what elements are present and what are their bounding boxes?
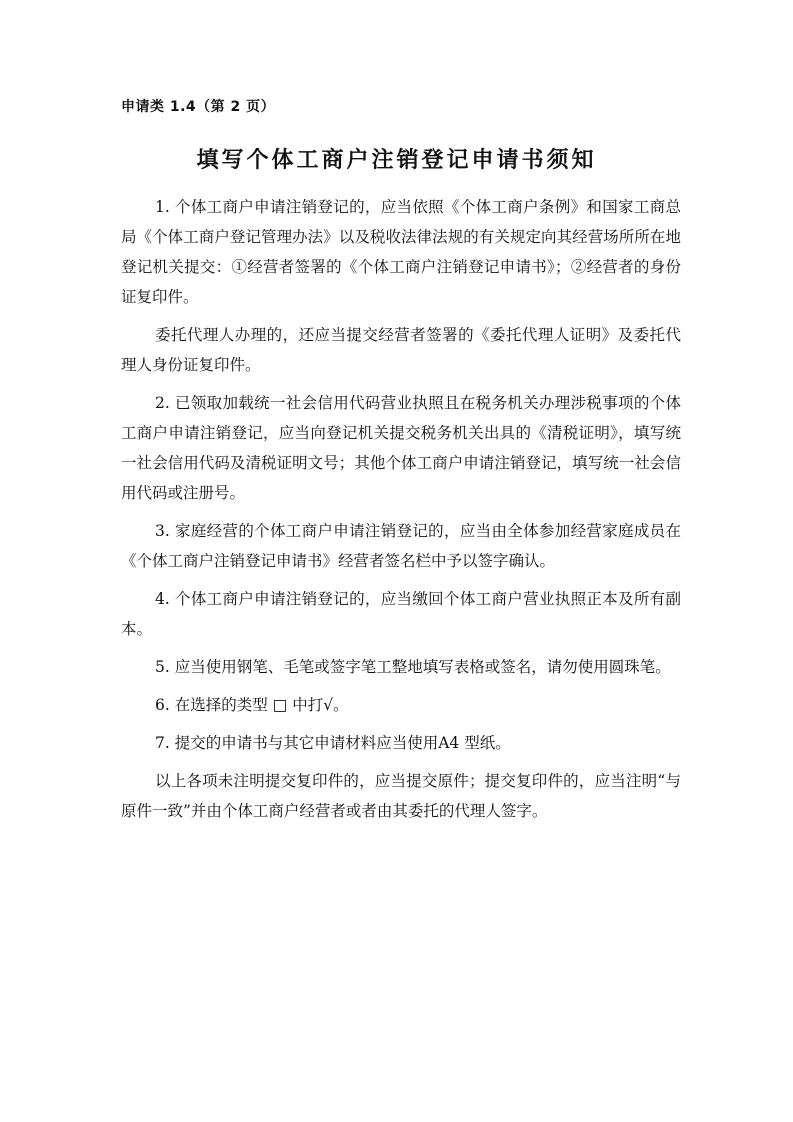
- instructions-body: [121, 192, 681, 834]
- page-title: 填写个体工商户注销登记申请书须知: [196, 148, 597, 173]
- form-label: 申请类 1.4（第 2 页）: [121, 99, 276, 115]
- instruction-paragraph-3: 3. 家庭经营的个体工商户申请注销登记的，应当由全体参加经营家庭成员在《个体工商户注销登记申请书》经营者签名栏中予以签字确认。: [121, 522, 681, 570]
- instruction-paragraph-1-agent: 委托代理人办理的，还应当提交经营者签署的《委托代理人证明》及委托代理人身份证复印件。: [121, 326, 681, 374]
- instruction-paragraph-5: 5. 应当使用钢笔、毛笔或签字笔工整地填写表格或签名，请勿使用圆珠笔。: [155, 658, 671, 676]
- instruction-paragraph-6: 6. 在选择的类型 □ 中打√。: [155, 696, 349, 714]
- instruction-paragraph-1: 1. 个体工商户申请注销登记的，应当依照《个体工商户条例》和国家工商总局《个体工商户登记管理办法》以及税收法律法规的有关规定向其经营场所所在地登记机关提交：①经营者签署的《个体工商户注销登记申请书》；②经营者的身份证复印件。: [121, 198, 681, 306]
- instruction-paragraph-2: 2. 已领取加载统一社会信用代码营业执照且在税务机关办理涉税事项的个体工商户申请注销登记，应当向登记机关提交税务机关出具的《清税证明》，填写统一社会信用代码及清税证明文号；其他个体工商户申请注销登记，填写统一社会信用代码或注册号。: [121, 394, 681, 502]
- instruction-paragraph-4: 4. 个体工商户申请注销登记的，应当缴回个体工商户营业执照正本及所有副本。: [121, 590, 681, 638]
- instruction-paragraph-closing: 以上各项未注明提交复印件的，应当提交原件；提交复印件的，应当注明“与原件一致”并由个体工商户经营者或者由其委托的代理人签字。: [121, 772, 681, 820]
- instruction-paragraph-7: 7. 提交的申请书与其它申请材料应当使用A4 型纸。: [155, 734, 511, 752]
